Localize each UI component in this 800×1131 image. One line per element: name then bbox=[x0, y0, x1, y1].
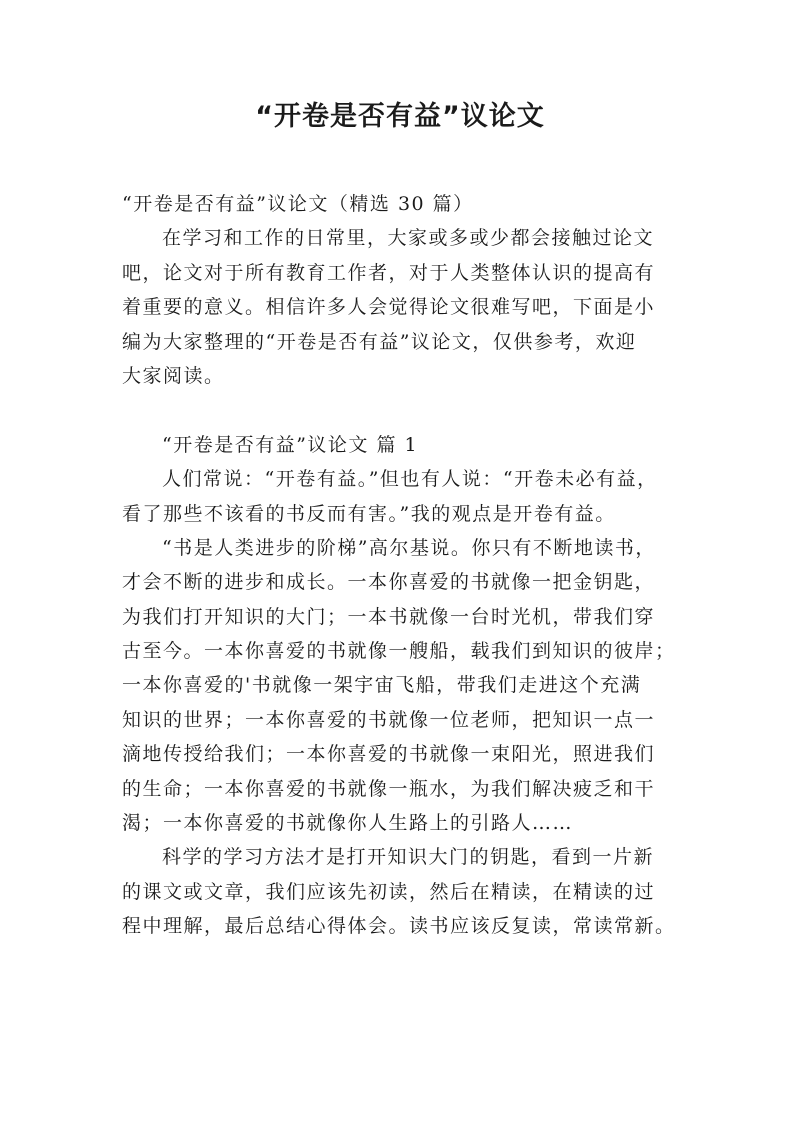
paragraph-1 bbox=[122, 462, 682, 531]
paragraph-line: 程中理解，最后总结心得体会。读书应该反复读，常读常新。 bbox=[122, 915, 676, 938]
paragraph-line: 吧，论文对于所有教育工作者，对于人类整体认识的提高有 bbox=[122, 261, 656, 284]
paragraph-line: 滴地传授给我们；一本你喜爱的书就像一束阳光，照进我们 bbox=[122, 743, 656, 766]
blank-line bbox=[122, 393, 682, 427]
paragraph-line: 着重要的意义。相信许多人会觉得论文很难写吧，下面是小 bbox=[122, 296, 656, 319]
subtitle-line: “开卷是否有益”议论文（精选 30 篇） bbox=[122, 193, 474, 215]
intro-paragraph bbox=[122, 221, 682, 393]
paragraph-3 bbox=[122, 840, 682, 943]
paragraph-line: “书是人类进步的阶梯”高尔基说。你只有不断地读书， bbox=[162, 536, 656, 559]
paragraph-line: 知识的世界；一本你喜爱的书就像一位老师，把知识一点一 bbox=[122, 708, 656, 731]
paragraph-line: 的课文或文章，我们应该先初读，然后在精读，在精读的过 bbox=[122, 880, 656, 903]
document-body bbox=[122, 187, 682, 944]
section-heading: “开卷是否有益”议论文 篇 1 bbox=[162, 433, 419, 456]
paragraph-line: 人们常说：“开卷有益。”但也有人说：“开卷未必有益， bbox=[162, 468, 658, 491]
paragraph-line: 古至今。一本你喜爱的书就像一艘船，载我们到知识的彼岸； bbox=[122, 640, 676, 663]
paragraph-line: 在学习和工作的日常里，大家或多或少都会接触过论文 bbox=[162, 227, 655, 250]
paragraph-line: 渴；一本你喜爱的书就像你人生路上的引路人…… bbox=[122, 812, 574, 835]
paragraph-line: 一本你喜爱的'书就像一架宇宙飞船，带我们走进这个充满 bbox=[122, 674, 642, 697]
paragraph-line: 的生命；一本你喜爱的书就像一瓶水，为我们解决疲乏和干 bbox=[122, 777, 656, 800]
paragraph-line: 科学的学习方法才是打开知识大门的钥匙，看到一片新 bbox=[162, 846, 655, 869]
paragraph-line: 看了那些不该看的书反而有害。”我的观点是开卷有益。 bbox=[122, 502, 616, 525]
paragraph-2 bbox=[122, 531, 682, 841]
document-title: “开卷是否有益”议论文 bbox=[255, 101, 545, 132]
paragraph-line: 为我们打开知识的大门；一本书就像一台时光机，带我们穿 bbox=[122, 605, 656, 628]
paragraph-line: 大家阅读。 bbox=[122, 364, 225, 387]
paragraph-line: 才会不断的进步和成长。一本你喜爱的书就像一把金钥匙， bbox=[122, 571, 656, 594]
paragraph-line: 编为大家整理的“开卷是否有益”议论文，仅供参考，欢迎 bbox=[122, 330, 637, 353]
